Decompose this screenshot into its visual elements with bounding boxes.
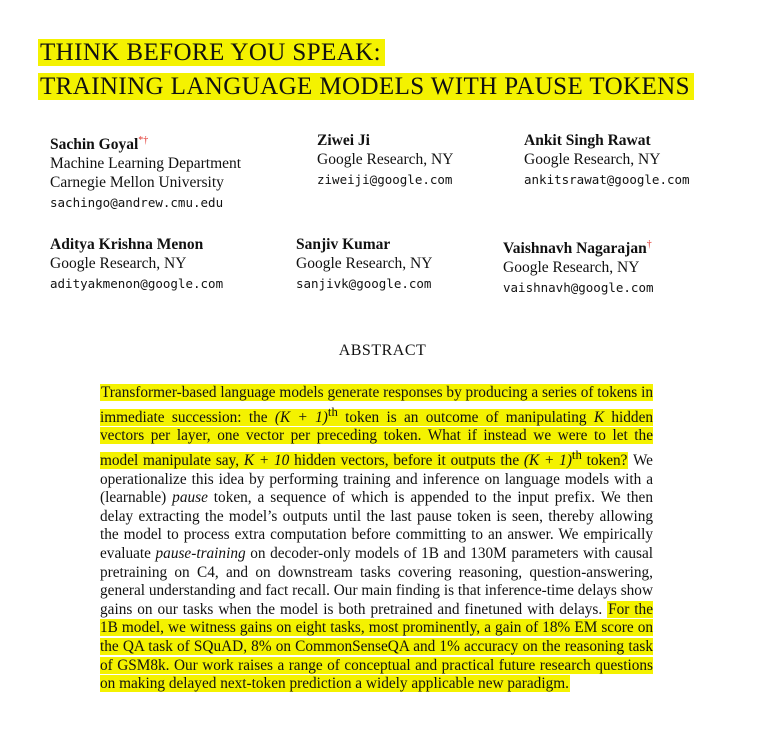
author-email[interactable]: sanjivk@google.com [296,276,432,291]
author-name: Aditya Krishna Menon [50,236,204,253]
author-block [296,235,432,293]
math-expr: K + 10 [243,451,290,469]
author-block [50,235,223,293]
author-name: Sachin Goyal*† [50,135,149,154]
title-line-1: THINK BEFORE YOU SPEAK: [38,36,694,70]
abstract-heading: ABSTRACT [338,342,427,359]
highlighted-text: For the 1B model, we witness gains on eight tasks, most prominently, a gain of 18% EM score on the QA task of SQuAD, 8% on CommonSenseQA and 1% accuracy on the reasoning task of GSM8k. Our work raises a range of conceptual and practical future research questions on making delayed next-token prediction a widely applicable new paradigm. [100,600,653,693]
author-affiliation: Google Research, NY [317,151,454,168]
author-email[interactable]: ziweiji@google.com [317,172,453,187]
abstract-body [100,384,653,694]
author-name: Vaishnavh Nagarajan† [503,239,652,258]
footnote-mark: *† [138,135,149,146]
author-block [50,131,241,212]
abstract-text: on decoder-only models of 1B and 130M parameters with causal pretraining on C4, and on downstream tasks covering reasoning, question-answering, general understanding and fact recall. Our main finding is that inference-time delays show gains on our tasks when the model is both pretrained and finetuned with delays. [100,544,653,618]
author-affiliation: Carnegie Mellon University [50,174,224,192]
math-expr: (K + 1) [274,408,328,426]
author-email[interactable]: ankitsrawat@google.com [524,172,690,187]
author-block [524,131,690,189]
author-name: Sanjiv Kumar [296,236,391,253]
author-block [317,131,453,189]
author-affiliation: Google Research, NY [524,151,661,168]
abstract-text: We operationalize this idea by performing training and inference on language models with a (learnable) [100,451,653,507]
math-sup: th [571,447,582,462]
author-name: Ziwei Ji [317,132,370,149]
author-affiliation: Google Research, NY [296,255,433,272]
emphasis: pause-training [155,544,246,562]
abstract-text: token, a sequence of which is appended to the input prefix. We then delay extracting the model’s outputs until the last pause token is seen, thereby allowing the model to process extra computation before committing to an answer. We empirically evaluate [100,489,653,562]
author-email[interactable]: vaishnavh@google.com [503,280,654,296]
author-email[interactable]: sachingo@andrew.cmu.edu [50,195,224,211]
math-expr: (K + 1) [523,451,572,469]
highlighted-text: Transformer-based language models generate responses by producing a series of tokens in immediate succession: the $(K + 1)^{th}$ token is an outcome of manipulating K hidden vectors per layer, one vector per preceding token. What if instead we were to let the model manipulate say, K + 10 hidden vectors, before it outputs the $(K + 1)^{th}$ token? [100,384,654,469]
author-affiliation: Google Research, NY [50,255,187,272]
title-line-2: TRAINING LANGUAGE MODELS WITH PAUSE TOKENS [38,70,694,104]
author-affiliation: Machine Learning Department [50,155,242,173]
paper-title [38,36,694,104]
footnote-mark: † [646,239,652,250]
author-block [503,235,654,297]
author-name: Ankit Singh Rawat [524,132,651,149]
math-expr: K [593,408,605,426]
author-affiliation: Google Research, NY [503,259,640,277]
emphasis: pause [172,489,208,507]
math-sup: th [327,404,338,419]
author-email[interactable]: adityakmenon@google.com [50,276,224,291]
